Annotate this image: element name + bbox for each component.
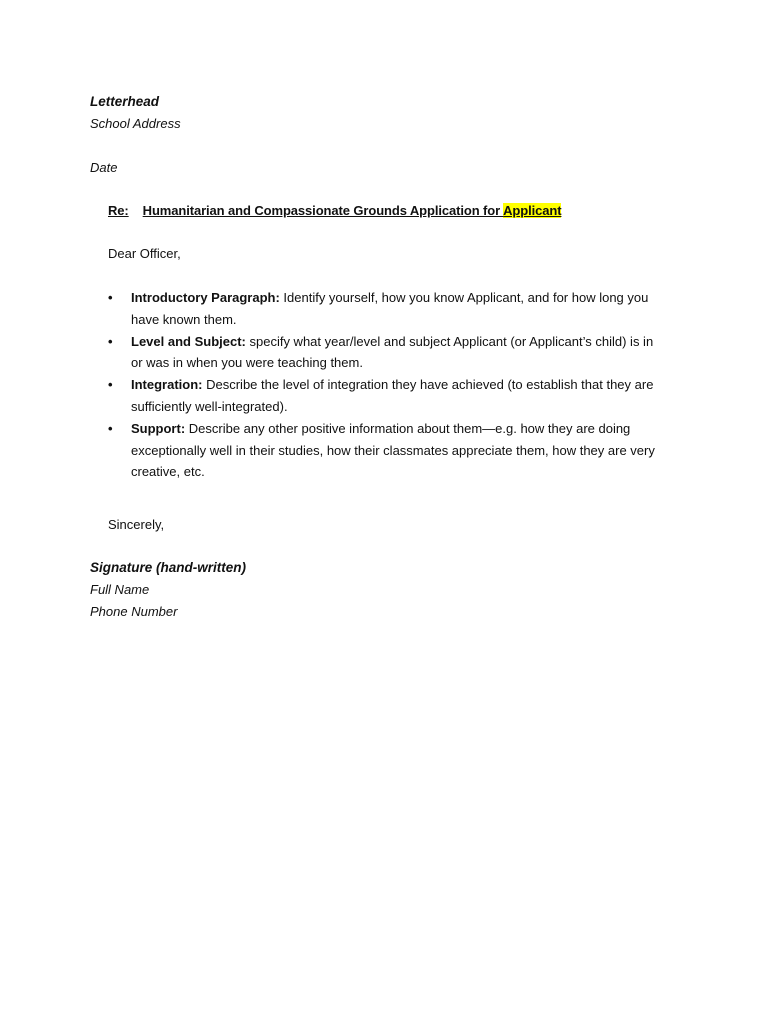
bullet-list — [108, 287, 668, 483]
subject-highlighted-applicant: Applicant — [503, 203, 562, 218]
full-name-placeholder: Full Name — [90, 582, 150, 597]
school-address-placeholder: School Address — [90, 116, 181, 131]
bullet-text: specify what year/level and subject Applicant (or Applicant’s child) is in or was in when you were teaching them. — [131, 333, 654, 371]
bullet-heading: Support: — [131, 420, 186, 436]
bullet-heading: Level and Subject: — [131, 333, 246, 349]
closing: Sincerely, — [108, 517, 165, 532]
date-placeholder: Date — [90, 160, 118, 175]
subject-text: Humanitarian and Compassionate Grounds Application for — [142, 203, 504, 218]
subject-line — [108, 200, 561, 222]
bullet-icon: • — [108, 333, 113, 349]
phone-number-placeholder: Phone Number — [90, 604, 178, 619]
salutation: Dear Officer, — [108, 246, 181, 261]
bullet-heading: Introductory Paragraph: — [131, 290, 280, 305]
bullet-item-introductory-paragraph — [108, 287, 668, 331]
bullet-text: Describe the level of integration they have achieved (to establish that they are sufficiently well-integrated). — [131, 377, 654, 414]
bullet-icon: • — [108, 377, 113, 393]
bullet-icon: • — [108, 290, 113, 305]
bullet-text: Identify yourself, how you know Applicant, and for how long you have known them. — [131, 290, 649, 327]
bullet-heading: Integration: — [131, 377, 203, 393]
bullet-icon: • — [108, 420, 113, 436]
bullet-item-integration — [108, 374, 668, 418]
subject-prefix: Re: — [108, 203, 129, 218]
bullet-item-level-and-subject — [108, 331, 668, 375]
bullet-text: Describe any other positive information about them—e.g. how they are doing exceptionally well in their studies, how their classmates appreciate them, how they are very creative, etc. — [131, 420, 655, 480]
letterhead-placeholder: Letterhead — [90, 94, 160, 109]
bullet-item-support — [108, 418, 668, 483]
signature-placeholder: Signature (hand-written) — [90, 560, 246, 575]
